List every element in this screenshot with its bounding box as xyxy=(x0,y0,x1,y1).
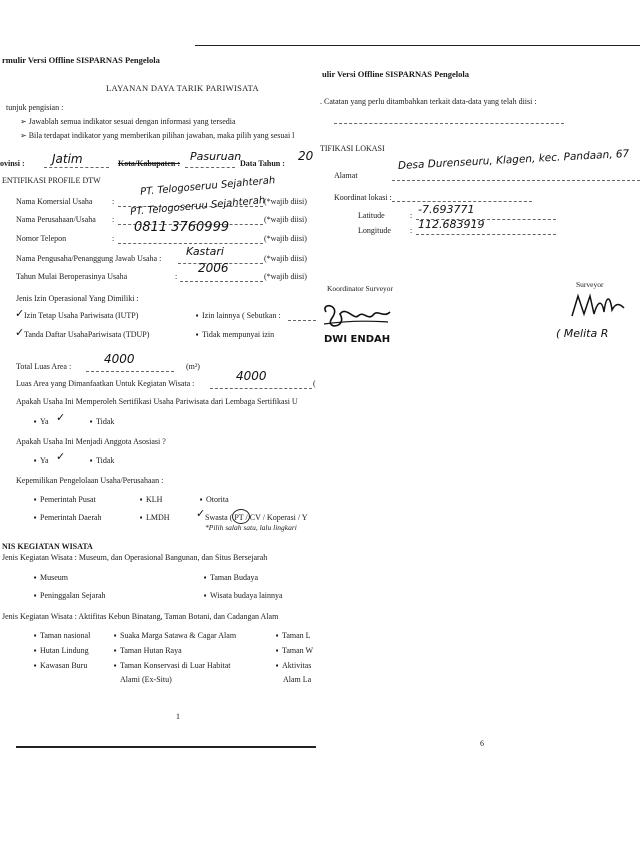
identification-heading: ENTIFIKASI PROFILE DTW xyxy=(2,176,101,185)
coord-line xyxy=(392,201,532,202)
bullet-icon: ▪ xyxy=(195,311,199,320)
instruction-2: ➢ Bila terdapat indikator yang memberikan pilihan jawaban, maka pilih yang sesuai l xyxy=(20,131,295,140)
permit-option-other: ▪ Izin lainnya ( Sebutkan : xyxy=(192,311,281,321)
field-line xyxy=(118,243,263,244)
activity-option: ▪ Taman W xyxy=(272,646,313,656)
address-value: Desa Durenseuru, Klagen, kec. Pandaan, 67 xyxy=(397,147,630,172)
longitude-value: 112.683919 xyxy=(418,218,485,231)
ownership-label: Kepemilikan Pengelolaan Usaha/Perusahaan : xyxy=(16,476,164,485)
kabupaten-label: Kota/Kabupaten : xyxy=(118,159,181,168)
surveyor-label: Surveyor xyxy=(576,280,604,289)
activity-option: ▪ Taman L xyxy=(272,631,311,641)
area-unit: (m²) xyxy=(186,362,200,371)
check-mark-icon: ✓ xyxy=(15,307,25,320)
province-line xyxy=(44,167,109,168)
coordinator-label: Koordinator Surveyor xyxy=(327,284,394,293)
province-label: ovinsi : xyxy=(0,159,25,168)
activity-option: ▪ Taman nasional xyxy=(30,631,90,641)
activity-option: ▪ Taman Budaya xyxy=(200,573,258,583)
bullet-icon: ▪ xyxy=(199,495,203,504)
activity1-label: Jenis Kegiatan Wisata : Museum, dan Operasional Bangunan, dan Situs Bersejarah xyxy=(2,553,268,562)
area-line xyxy=(86,371,174,372)
bullet-icon: ▪ xyxy=(33,631,37,640)
bullet-icon: ▪ xyxy=(113,661,117,670)
address-line xyxy=(392,180,640,181)
longitude-label: Longitude xyxy=(358,226,391,235)
right-header-title: ulir Versi Offline SISPARNAS Pengelola xyxy=(322,69,470,79)
field-value: PT. Telogoseruu Sejahterah xyxy=(139,175,276,198)
used-area-value: 4000 xyxy=(236,369,267,383)
field-colon: : xyxy=(112,197,115,206)
field-value: 2006 xyxy=(198,261,229,275)
activity2-label: Jenis Kegiatan Wisata : Aktifitas Kebun Binatang, Taman Botani, dan Cadangan Alam xyxy=(2,612,279,621)
right-page-number: 6 xyxy=(480,739,484,748)
bullet-icon: ▪ xyxy=(113,646,117,655)
left-page-number: 1 xyxy=(176,712,180,721)
field-label: Nama Pengusaha/Penanggung Jawab Usaha : xyxy=(16,254,162,263)
activity-option: ▪ Wisata budaya lainnya xyxy=(200,591,283,601)
location-heading: TIFIKASI LOKASI xyxy=(320,144,385,153)
assoc-question: Apakah Usaha Ini Menjadi Anggota Asosiasi ? xyxy=(16,437,166,446)
field-required-note: (*wajib diisi) xyxy=(264,234,307,243)
latitude-colon: : xyxy=(410,211,413,220)
field-label: Nama Komersial Usaha xyxy=(16,197,93,206)
ownership-option: ▪ Pemerintah Daerah xyxy=(30,513,102,523)
left-header-title: rmulir Versi Offline SISPARNAS Pengelola xyxy=(2,55,160,65)
assoc-no: ▪ Tidak xyxy=(86,456,114,466)
bullet-icon: ▪ xyxy=(275,661,279,670)
bullet-icon: ▪ xyxy=(33,417,37,426)
bullet-icon: ▪ xyxy=(89,456,93,465)
cert-yes: ▪ Ya xyxy=(30,417,49,427)
latitude-value: -7.693771 xyxy=(418,203,475,216)
note-label: . Catatan yang perlu ditambahkan terkait data-data yang telah diisi : xyxy=(320,97,537,106)
used-area-line xyxy=(210,388,312,389)
year-value: 20 xyxy=(298,149,314,163)
field-colon: : xyxy=(175,272,178,281)
field-required-note: (*wajib diisi) xyxy=(264,254,307,263)
used-area-label: Luas Area yang Dimanfaatkan Untuk Kegiatan Wisata : xyxy=(16,379,195,388)
bullet-icon: ▪ xyxy=(113,631,117,640)
field-value: Kastari xyxy=(186,245,224,258)
field-colon: : xyxy=(112,234,115,243)
ownership-option: ▪ KLH xyxy=(136,495,162,505)
bullet-icon: ▪ xyxy=(203,591,207,600)
activity-option: ▪ Taman Konservasi di Luar Habitat xyxy=(110,661,231,671)
instruction-1: ➢ Jawablah semua indikator sesuai dengan informasi yang tersedia xyxy=(20,117,236,126)
bullet-icon: ▪ xyxy=(33,513,37,522)
bullet-icon: ▪ xyxy=(275,631,279,640)
check-mark-icon: ✓ xyxy=(196,507,206,520)
kabupaten-line xyxy=(185,167,235,168)
coord-label: Koordinat lokasi : xyxy=(334,193,392,202)
permit-option-tdup: Tanda Daftar UsahaPariwisata (TDUP) xyxy=(24,330,150,339)
year-label: Data Tahun : xyxy=(240,159,285,168)
area-label: Total Luas Area : xyxy=(16,362,72,371)
bullet-icon: ▪ xyxy=(33,456,37,465)
area-value: 4000 xyxy=(104,352,135,366)
longitude-line xyxy=(416,234,556,235)
surveyor-signature-icon xyxy=(568,290,628,324)
bullet-icon: ▪ xyxy=(33,591,37,600)
check-mark-icon: ✓ xyxy=(56,450,66,463)
check-mark-icon: ✓ xyxy=(15,326,25,339)
bullet-icon: ▪ xyxy=(139,513,143,522)
permit-other-line xyxy=(288,320,316,321)
ownership-option: ▪ LMDH xyxy=(136,513,170,523)
instructions-label: tunjuk pengisian : xyxy=(6,103,64,112)
field-label: Tahun Mulai Beroperasinya Usaha xyxy=(16,272,128,281)
field-value: 0811 3760999 xyxy=(134,220,230,235)
coordinator-name: DWI ENDAH xyxy=(324,334,391,345)
bullet-icon: ▪ xyxy=(139,495,143,504)
activity-option: ▪ Suaka Marga Satawa & Cagar Alam xyxy=(110,631,236,641)
province-value: Jatim xyxy=(52,152,83,166)
cert-question: Apakah Usaha Ini Memperoleh Sertifikasi Usaha Pariwisata dari Lembaga Sertifikasi U xyxy=(16,397,298,406)
bullet-icon: ▪ xyxy=(89,417,93,426)
latitude-label: Latitude xyxy=(358,211,385,220)
address-label: Alamat xyxy=(334,171,358,180)
ownership-note: *Pilih salah satu, lalu lingkari xyxy=(205,523,297,532)
activity-heading: NIS KEGIATAN WISATA xyxy=(2,542,93,551)
activity-option: ▪ Museum xyxy=(30,573,68,583)
permit-label: Jenis Izin Operasional Yang Dimiliki : xyxy=(16,294,139,303)
ownership-option: ▪ Otorita xyxy=(196,495,229,505)
bullet-icon: ▪ xyxy=(33,646,37,655)
activity-option: ▪ Hutan Lindung xyxy=(30,646,89,656)
bottom-rule xyxy=(16,746,316,748)
activity-option: ▪ Aktivitas xyxy=(272,661,311,671)
activity-option-cont: Alam La xyxy=(283,675,312,684)
surveyor-name: ( Melita R xyxy=(556,327,609,340)
bullet-icon: ▪ xyxy=(33,661,37,670)
field-colon: : xyxy=(112,215,115,224)
cert-no: ▪ Tidak xyxy=(86,417,114,427)
bullet-icon: ▪ xyxy=(33,495,37,504)
activity-option-cont: Alami (Ex-Situ) xyxy=(120,675,172,684)
assoc-yes: ▪ Ya xyxy=(30,456,49,466)
field-required-note: (*wajib diisi) xyxy=(264,272,307,281)
longitude-colon: : xyxy=(410,226,413,235)
selection-circle xyxy=(232,509,250,524)
bullet-icon: ▪ xyxy=(275,646,279,655)
activity-option: ▪ Taman Hutan Raya xyxy=(110,646,182,656)
kabupaten-value: Pasuruan xyxy=(190,150,242,163)
activity-option: ▪ Peninggalan Sejarah xyxy=(30,591,106,601)
field-label: Nama Perusahaan/Usaha xyxy=(16,215,96,224)
ownership-option-swasta: Swasta ( PT / CV / Koperasi / Y xyxy=(205,513,308,522)
permit-option-none: ▪ Tidak mempunyai izin xyxy=(192,330,274,340)
permit-option-iutp: Izin Tetap Usaha Pariwisata (IUTP) xyxy=(24,311,139,320)
field-line xyxy=(180,281,263,282)
field-label: Nomor Telepon xyxy=(16,234,67,243)
field-required-note: (*wajib diisi) xyxy=(264,197,307,206)
activity-option: ▪ Kawasan Buru xyxy=(30,661,87,671)
ownership-option: ▪ Pemerintah Pusat xyxy=(30,495,96,505)
section-title: LAYANAN DAYA TARIK PARIWISATA xyxy=(106,83,259,93)
field-value: PT. Telogoseruu Sejahterah xyxy=(129,195,266,218)
check-mark-icon: ✓ xyxy=(56,411,66,424)
used-area-paren: ( xyxy=(313,379,316,388)
top-rule xyxy=(195,45,640,46)
bullet-icon: ▪ xyxy=(33,573,37,582)
note-line xyxy=(334,123,564,124)
bullet-icon: ▪ xyxy=(203,573,207,582)
bullet-icon: ▪ xyxy=(195,330,199,339)
field-required-note: (*wajib diisi) xyxy=(264,215,307,224)
